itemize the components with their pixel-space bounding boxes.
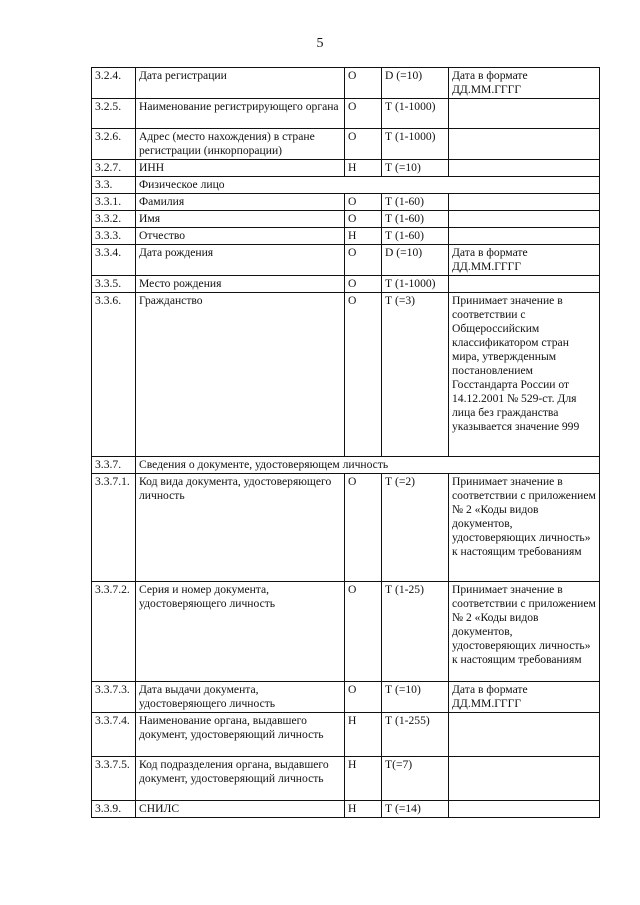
format-cell: Т (1-1000) [382,129,449,160]
field-name-cell: Дата выдачи документа, удостоверяющего личность [136,682,345,713]
table-row [92,801,600,818]
table-row [92,129,600,160]
field-name-cell: Код вида документа, удостоверяющего личность [136,474,345,582]
item-number-cell: 3.3. [92,177,136,194]
table-row [92,99,600,129]
format-cell: Т (1-255) [382,713,449,757]
format-cell: Т (1-25) [382,582,449,682]
field-name-cell: Дата регистрации [136,68,345,99]
format-cell: Т (=2) [382,474,449,582]
requirement-cell: Н [345,160,382,177]
note-cell [449,211,600,228]
format-cell: Т (1-60) [382,228,449,245]
note-cell [449,99,600,129]
format-cell: Т (=3) [382,293,449,457]
section-title-cell: Физическое лицо [136,177,600,194]
field-name-cell: Фамилия [136,194,345,211]
note-cell: Дата в формате ДД.ММ.ГГГГ [449,245,600,276]
table-row [92,682,600,713]
item-number-cell: 3.3.4. [92,245,136,276]
table-row [92,276,600,293]
format-cell: Т (=10) [382,682,449,713]
item-number-cell: 3.3.7.5. [92,757,136,801]
table-row [92,713,600,757]
table-row [92,293,600,457]
format-cell: Т(=7) [382,757,449,801]
format-cell: Т (1-1000) [382,99,449,129]
field-name-cell: Серия и номер документа, удостоверяющего личность [136,582,345,682]
note-cell [449,713,600,757]
item-number-cell: 3.3.9. [92,801,136,818]
format-cell: D (=10) [382,68,449,99]
section-row [92,457,600,474]
format-cell: D (=10) [382,245,449,276]
table-row [92,582,600,682]
requirement-cell: О [345,129,382,160]
format-cell: Т (1-60) [382,194,449,211]
requirement-cell: О [345,474,382,582]
table-row [92,228,600,245]
field-name-cell: Дата рождения [136,245,345,276]
note-cell [449,194,600,211]
requirement-cell: Н [345,713,382,757]
requirement-cell: О [345,276,382,293]
requirement-cell: Н [345,228,382,245]
table-row [92,211,600,228]
requirement-cell: Н [345,801,382,818]
note-cell [449,160,600,177]
item-number-cell: 3.3.7.3. [92,682,136,713]
requirement-cell: О [345,582,382,682]
format-cell: Т (1-1000) [382,276,449,293]
table-row [92,757,600,801]
field-name-cell: Адрес (место нахождения) в стране регистрации (инкорпорации) [136,129,345,160]
table-body [92,68,600,818]
item-number-cell: 3.2.5. [92,99,136,129]
table-row [92,245,600,276]
field-name-cell: Наименование регистрирующего органа [136,99,345,129]
item-number-cell: 3.3.7.2. [92,582,136,682]
note-cell: Дата в формате ДД.ММ.ГГГГ [449,682,600,713]
field-name-cell: Имя [136,211,345,228]
item-number-cell: 3.3.5. [92,276,136,293]
item-number-cell: 3.3.7.1. [92,474,136,582]
field-name-cell: Гражданство [136,293,345,457]
format-cell: Т (1-60) [382,211,449,228]
table-row [92,194,600,211]
section-row [92,177,600,194]
note-cell: Принимает значение в соответствии с приложением № 2 «Коды видов документов, удостоверяющих личность» к настоящим требованиям [449,474,600,582]
item-number-cell: 3.2.7. [92,160,136,177]
requirement-cell: Н [345,757,382,801]
note-cell: Принимает значение в соответствии с Общероссийским классификатором стран мира, утвержденным постановлением Госстандарта России от 14.12.2001 № 529-ст. Для лица без гражданства указывается значение 999 [449,293,600,457]
item-number-cell: 3.3.3. [92,228,136,245]
note-cell: Принимает значение в соответствии с приложением № 2 «Коды видов документов, удостоверяющих личность» к настоящим требованиям [449,582,600,682]
note-cell [449,228,600,245]
requirement-cell: О [345,682,382,713]
requirement-cell: О [345,245,382,276]
field-name-cell: Место рождения [136,276,345,293]
section-title-cell: Сведения о документе, удостоверяющем личность [136,457,600,474]
item-number-cell: 3.3.1. [92,194,136,211]
note-cell [449,276,600,293]
field-name-cell: Отчество [136,228,345,245]
requirement-cell: О [345,211,382,228]
field-name-cell: Код подразделения органа, выдавшего документ, удостоверяющий личность [136,757,345,801]
item-number-cell: 3.2.4. [92,68,136,99]
item-number-cell: 3.2.6. [92,129,136,160]
note-cell [449,757,600,801]
requirement-cell: О [345,68,382,99]
requirement-cell: О [345,194,382,211]
requisites-table [91,67,600,818]
item-number-cell: 3.3.2. [92,211,136,228]
note-cell: Дата в формате ДД.ММ.ГГГГ [449,68,600,99]
format-cell: Т (=14) [382,801,449,818]
field-name-cell: СНИЛС [136,801,345,818]
page-number: 5 [316,36,324,51]
item-number-cell: 3.3.7.4. [92,713,136,757]
table-row [92,160,600,177]
requirement-cell: О [345,99,382,129]
table-row [92,474,600,582]
item-number-cell: 3.3.6. [92,293,136,457]
item-number-cell: 3.3.7. [92,457,136,474]
field-name-cell: Наименование органа, выдавшего документ, удостоверяющий личность [136,713,345,757]
note-cell [449,129,600,160]
table-row [92,68,600,99]
field-name-cell: ИНН [136,160,345,177]
note-cell [449,801,600,818]
format-cell: Т (=10) [382,160,449,177]
requirement-cell: О [345,293,382,457]
